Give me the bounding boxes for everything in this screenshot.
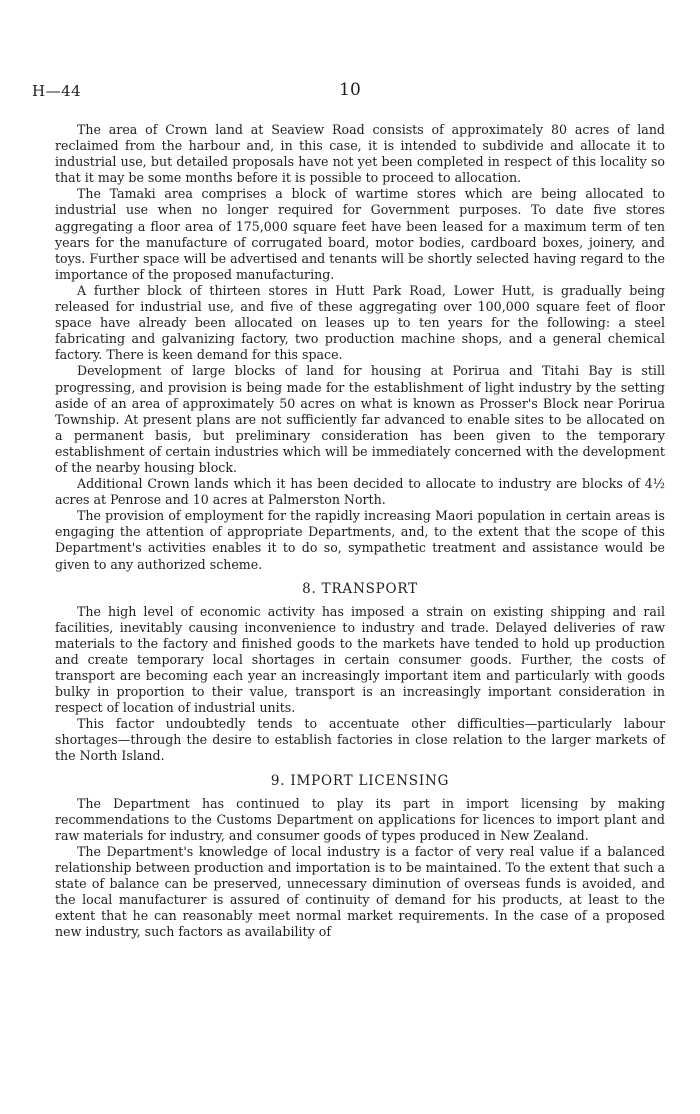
paragraph-import-knowledge: The Department's knowledge of local industry is a factor of very real value if a balanced relationship between production and importation is to be maintained. To the extent that such a state of balance can be preserved, unnecessary diminution of overseas funds is avoided, and the local manufacturer is assured of continuity of demand for his products, at least to the extent that he can reasonably meet normal market requirements. In the case of a proposed new industry, such factors as availability of	[55, 843, 665, 940]
paragraph-import-recommendations: The Department has continued to play its part in import licensing by making recommendations to the Customs Department on applications for licences to import plant and raw materials for industry, and consumer goods of types produced in New Zealand.	[55, 795, 665, 843]
paragraph-seaview-road: The area of Crown land at Seaview Road consists of approximately 80 acres of land reclaimed from the harbour and, in this case, it is intended to subdivide and allocate it to industrial use, but detailed proposals have not yet been completed in respect of this locality so that it may be some months before it is possible to proceed to allocation.	[55, 122, 665, 186]
page-body	[55, 122, 665, 940]
paragraph-hutt-park-road: A further block of thirteen stores in Hutt Park Road, Lower Hutt, is gradually being released for industrial use, and five of these aggregating over 100,000 square feet of floor space have already been allocated on leases up to ten years for the following: a steel fabricating and galvanizing factory, two production machine shops, and a general chemical factory. There is keen demand for this space.	[55, 282, 665, 363]
paragraph-transport-factor: This factor undoubtedly tends to accentuate other difficulties—particularly labour shortages—through the desire to establish factories in close relation to the larger markets of the North Island.	[55, 716, 665, 764]
paragraph-transport-strain: The high level of economic activity has imposed a strain on existing shipping and rail facilities, inevitably causing inconvenience to industry and trade. Delayed deliveries of raw materials to the factory and finished goods to the markets have tended to hold up production and create temporary local shortages in certain consumer goods. Further, the costs of transport are becoming each year an increasingly important item and particularly with goods bulky in proportion to their value, transport is an increasingly important consideration in respect of location of industrial units.	[55, 603, 665, 716]
paragraph-maori-employment: The provision of employment for the rapidly increasing Maori population in certain areas is engaging the attention of appropriate Departments, and, to the extent that the scope of this Department's activities enables it to do so, sympathetic treatment and assistance would be given to any authorized scheme.	[55, 508, 665, 572]
section-heading-transport: 8. TRANSPORT	[302, 580, 418, 597]
section-heading-import-licensing: 9. IMPORT LICENSING	[270, 772, 450, 789]
page-number: 10	[339, 80, 361, 100]
paragraph-porirua-titahi-bay: Development of large blocks of land for housing at Porirua and Titahi Bay is still progressing, and provision is being made for the establishment of light industry by the setting aside of an area of approximately 50 acres on what is known as Prosser's Block near Porirua Township. At present plans are not sufficiently far advanced to enable sites to be allocated on a permanent basis, but preliminary consideration has been given to the temporary establishment of certain industries which will be immediately concerned with the development of the nearby housing block.	[55, 363, 665, 475]
page-header	[0, 80, 700, 104]
paragraph-additional-crown-lands: Additional Crown lands which it has been decided to allocate to industry are blocks of 4½ acres at Penrose and 10 acres at Palmerston North.	[55, 476, 665, 508]
document-reference: H—44	[32, 82, 82, 100]
paragraph-tamaki-area: The Tamaki area comprises a block of wartime stores which are being allocated to industrial use when no longer required for Government purposes. To date five stores aggregating a floor area of 175,000 square feet have been leased for a maximum term of ten years for the manufacture of corrugated board, motor bodies, cardboard boxes, joinery, and toys. Further space will be advertised and tenants will be shortly selected having regard to the importance of the proposed manufacturing.	[55, 186, 665, 282]
